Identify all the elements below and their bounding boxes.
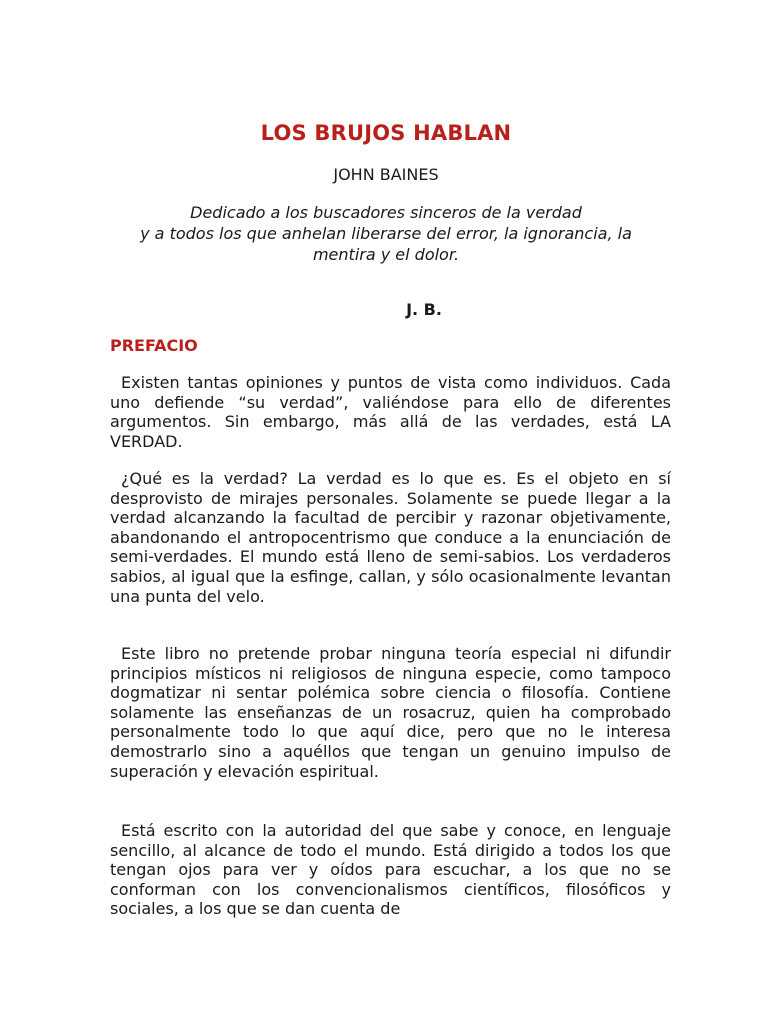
- document-author: JOHN BAINES: [333, 165, 439, 184]
- document-title: LOS BRUJOS HABLAN: [260, 121, 512, 145]
- body-paragraph: Está escrito con la autoridad del que sabe y conoce, en lenguaje sencillo, al alcance de todo el mundo. Está dirigido a todos los que tengan ojos para ver y oídos para escuchar, a los que no se conforman con los convencionalismos científicos, filosóficos y sociales, a los que se dan cuenta de: [110, 821, 671, 919]
- body-paragraph: Existen tantas opiniones y puntos de vista como individuos. Cada uno defiende “su verdad”, valiéndose para ello de diferentes argumentos. Sin embargo, más allá de las verdades, está LA VERDAD.: [110, 373, 671, 451]
- section-heading: PREFACIO: [110, 336, 198, 355]
- dedication: [96, 202, 676, 265]
- body-paragraph: Este libro no pretende probar ninguna teoría especial ni difundir principios místicos ni religiosos de ninguna especie, como tampoco dogmatizar ni sentar polémica sobre ciencia o filosofía. Contiene solamente las enseñanzas de un rosacruz, quien ha comprobado personalmente todo lo que aquí dice, pero que no le interesa demostrarlo sino a aquéllos que tengan un genuino impulso de superación y elevación espiritual.: [110, 644, 671, 781]
- author-initials: J. B.: [406, 300, 442, 319]
- dedication-line: Dedicado a los buscadores sinceros de la verdad: [190, 203, 582, 222]
- dedication-line: mentira y el dolor.: [312, 245, 460, 264]
- body-paragraph: ¿Qué es la verdad? La verdad es lo que es. Es el objeto en sí desprovisto de mirajes personales. Solamente se puede llegar a la verdad alcanzando la facultad de percibir y razonar objetivamente, abandonando el antropocentrismo que conduce a la enunciación de semi-verdades. El mundo está lleno de semi-sabios. Los verdaderos sabios, al igual que la esfinge, callan, y sólo ocasionalmente levantan una punta del velo.: [110, 469, 671, 606]
- dedication-line: y a todos los que anhelan liberarse del error, la ignorancia, la: [140, 224, 632, 243]
